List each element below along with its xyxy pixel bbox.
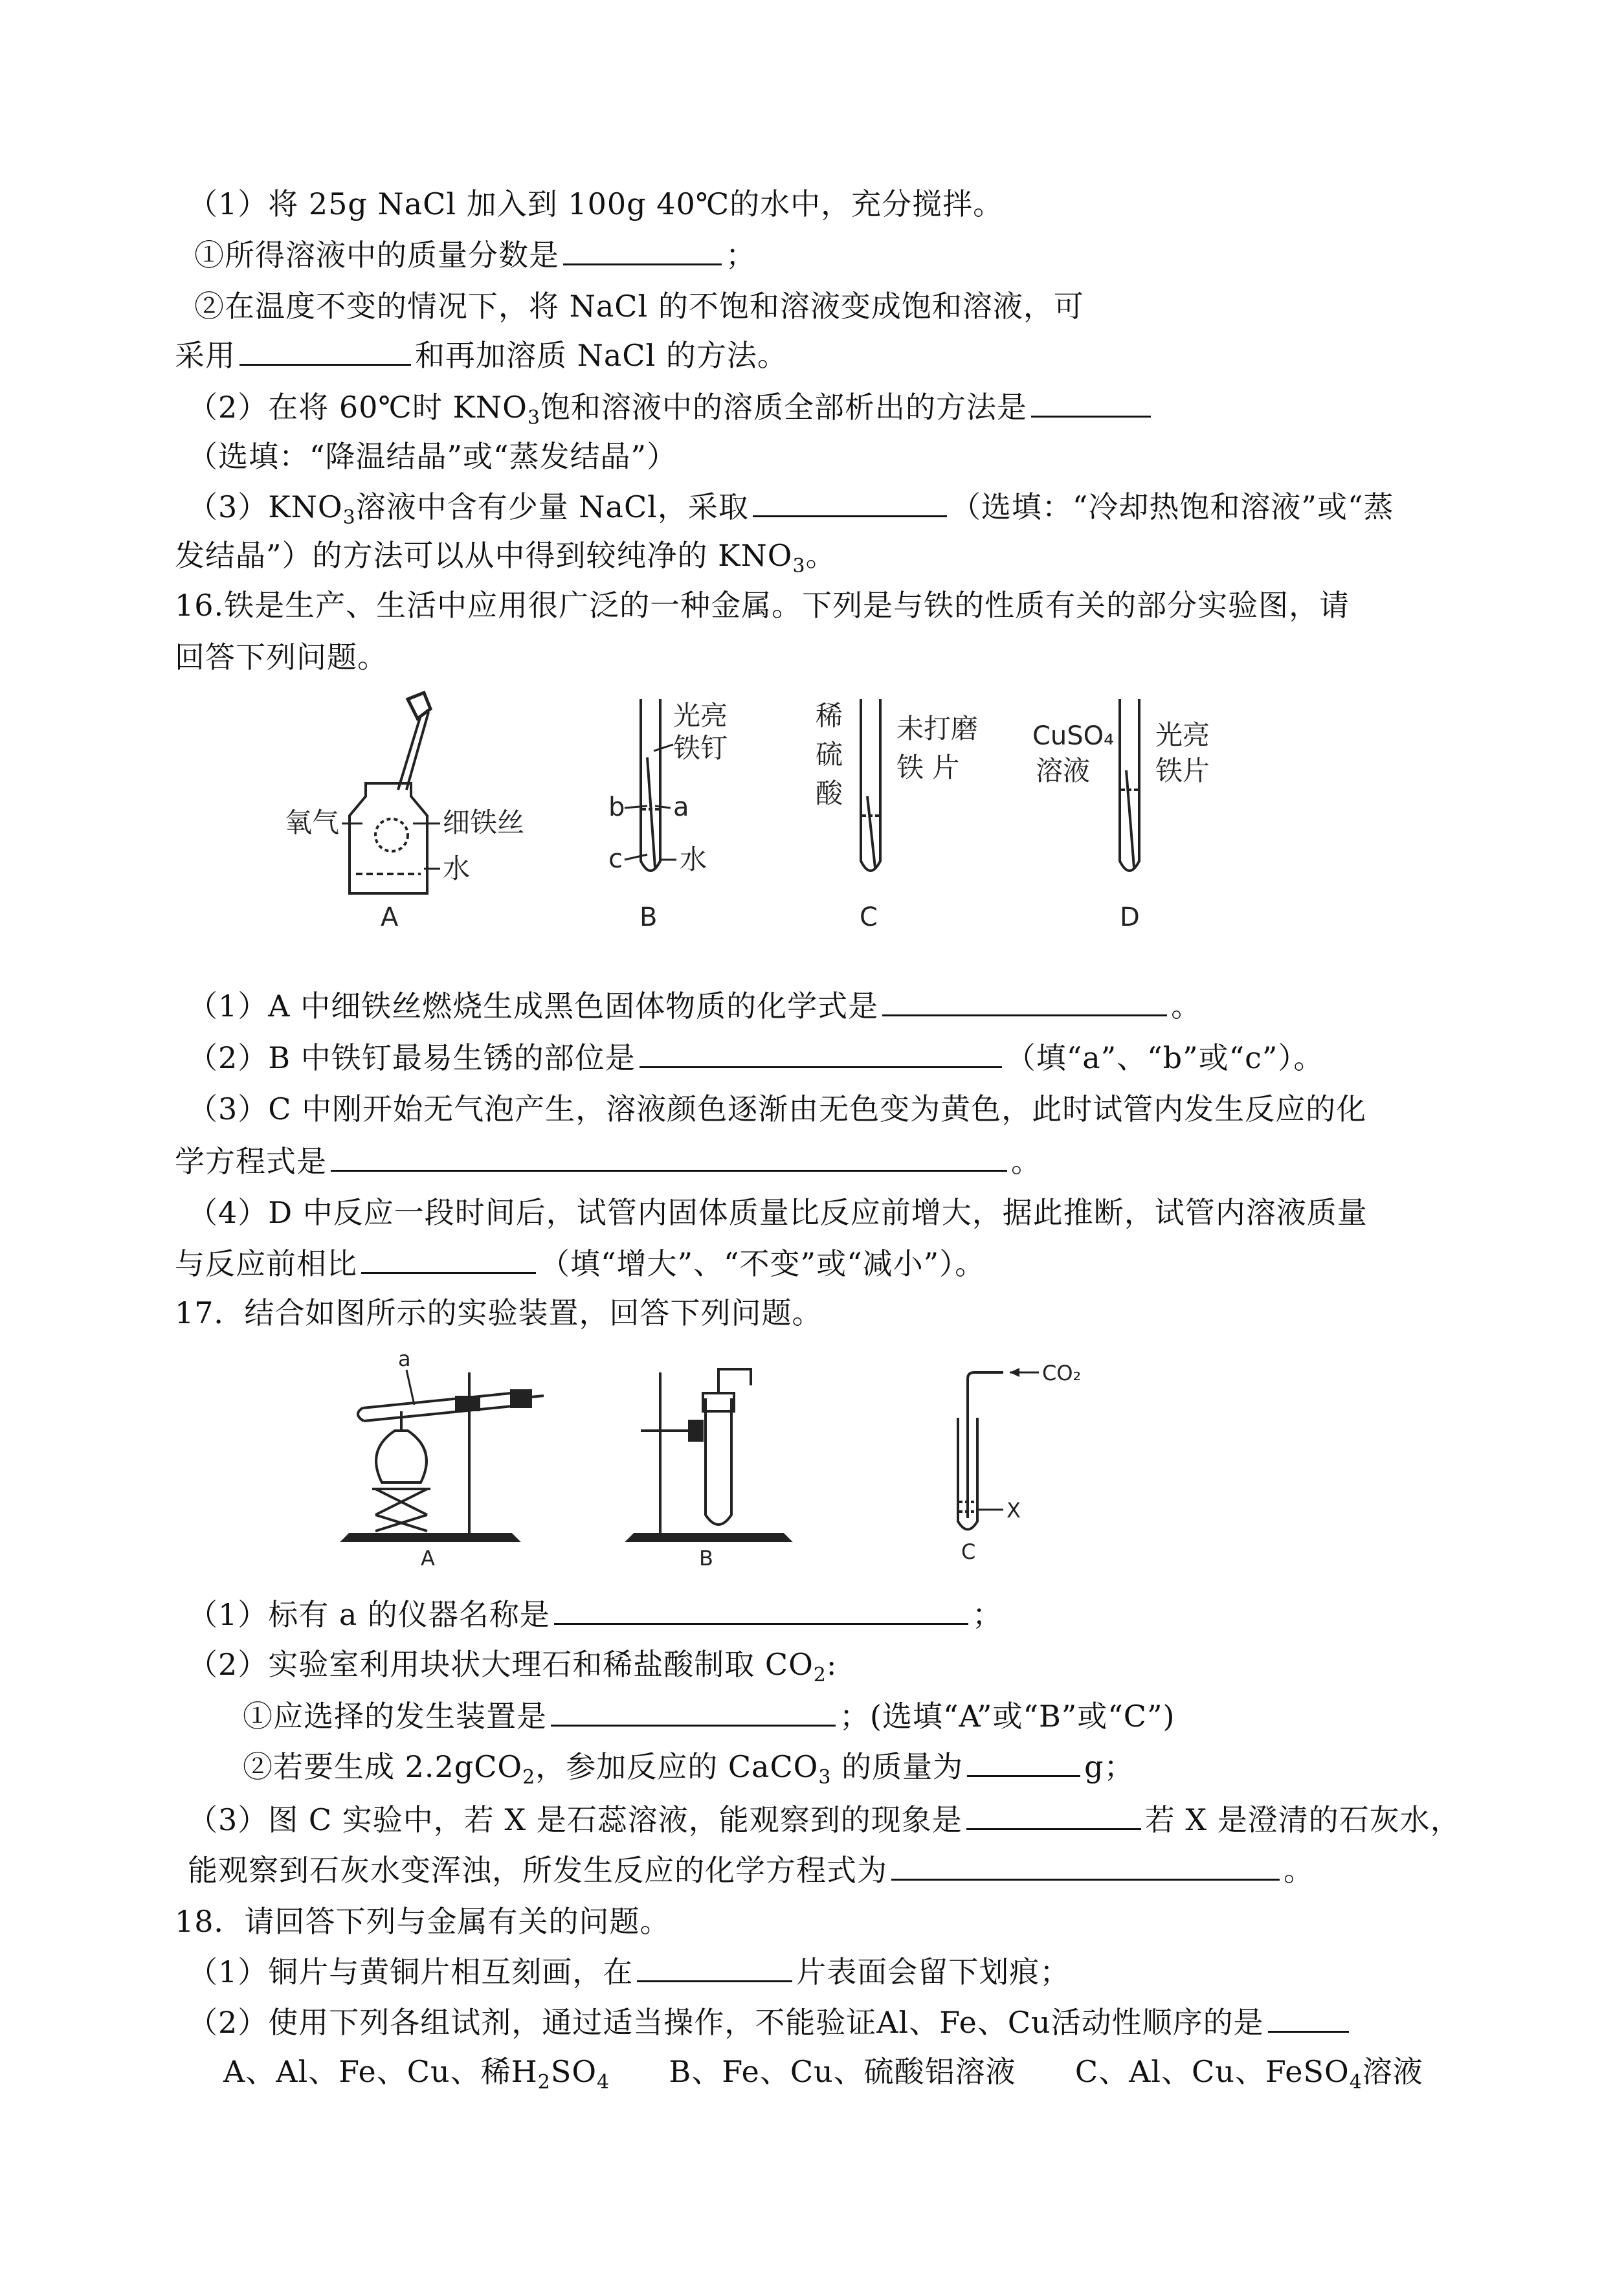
q16-p4a: （4）D 中反应一段时间后，试管内固体质量比反应前增大，据此推断，试管内溶液质量: [188, 1195, 1368, 1230]
q15-part3-line2: [175, 536, 836, 578]
q15-sub1-text: ①所得溶液中的质量分数是: [194, 238, 559, 273]
q16-p1-pre: （1）A 中细铁丝燃烧生成黑色固体物质的化学式是: [188, 989, 879, 1023]
label-acid: 酸: [816, 777, 843, 809]
q16-p3b: [175, 1141, 1041, 1181]
caption-apparatus-a: A: [421, 1546, 435, 1567]
iron-experiments-diagram: [259, 686, 1295, 932]
q15-part2-post: 饱和溶液中的溶质全部析出的方法是: [540, 390, 1027, 425]
q17-p2-2-post: g；: [1084, 1749, 1135, 1784]
answer-blank[interactable]: [637, 1952, 792, 1982]
q15-sub1: [194, 235, 756, 274]
label-solution: 溶液: [1036, 755, 1091, 787]
answer-blank[interactable]: [551, 1696, 836, 1727]
q18-p1-post: 片表面会留下划痕；: [796, 1954, 1071, 1989]
q17-p3b-pre: 能观察到石灰水变浑浊，所发生反应的化学方程式为: [188, 1853, 887, 1888]
q15-part2: [188, 387, 1155, 430]
q17-p2-2-pre: ②若要生成 2.2gCO: [243, 1749, 523, 1784]
q17-stem: 17．结合如图所示的实验装置，回答下列问题。: [175, 1295, 823, 1330]
subscript: 2: [522, 1766, 536, 1789]
q15-part3: [188, 487, 1394, 530]
label-water-a: 水: [443, 853, 471, 884]
q15-part1: （1）将 25g NaCl 加入到 100g 40℃的水中，充分搅拌。: [188, 186, 1004, 221]
experiment-d: [1120, 699, 1139, 871]
experiment-a: [350, 693, 430, 893]
q15-part3-line2-end: 。: [805, 538, 836, 573]
answer-blank[interactable]: [554, 1594, 968, 1625]
q17-p3a: [188, 1800, 1461, 1839]
label-oxygen: 氧气: [285, 807, 340, 838]
q17-p2: [188, 1645, 838, 1687]
q17-p1: [188, 1594, 1003, 1634]
q15-part3-mid: 溶液中含有少量 NaCl，采取: [355, 489, 749, 524]
label-shiny-d: 光亮: [1155, 719, 1210, 751]
subscript: 4: [597, 2071, 610, 2094]
answer-blank[interactable]: [753, 487, 947, 517]
q17-figure: [337, 1347, 1178, 1567]
label-c: c: [608, 844, 623, 874]
q15-sub2b: [175, 335, 788, 375]
q16-p3b-post: 。: [1011, 1144, 1041, 1179]
label-a-instrument: a: [398, 1347, 411, 1371]
experiment-b: [641, 699, 660, 871]
answer-blank[interactable]: [967, 1747, 1080, 1777]
label-b: b: [608, 792, 625, 822]
q15-part2-options: （选填：“降温结晶”或“蒸发结晶”）: [188, 439, 678, 474]
apparatus-a: [343, 1372, 544, 1541]
subscript: 4: [1349, 2071, 1363, 2094]
option-c: [1074, 2054, 1423, 2094]
label-iron-sheet-c: 铁 片: [896, 752, 960, 783]
q16-p4b-post: （填“增大”、“不变”或“减小”）。: [540, 1246, 986, 1281]
q17-p2-2-mid: ，参加反应的 CaCO: [535, 1749, 819, 1784]
apparatus-b: [628, 1369, 790, 1541]
caption-d: D: [1120, 902, 1140, 932]
q16-p1: [188, 986, 1201, 1025]
q18-p2: [188, 2002, 1353, 2042]
q18-options: [223, 2052, 1423, 2094]
option-a-pre: A、Al、Fe、Cu、稀H: [223, 2054, 538, 2089]
q16-p3b-pre: 学方程式是: [175, 1144, 327, 1179]
caption-c: C: [860, 902, 878, 932]
subscript: 3: [342, 506, 356, 530]
q16-figure: [259, 686, 1295, 932]
label-co2: CO₂: [1042, 1361, 1082, 1385]
option-b: B、Fe、Cu、硫酸铝溶液: [669, 2054, 1016, 2089]
q16-p4b: [175, 1244, 985, 1283]
caption-b: B: [640, 902, 658, 932]
option-a: [223, 2054, 610, 2094]
answer-blank[interactable]: [563, 235, 722, 265]
subscript: 3: [527, 407, 540, 430]
q18-p2-text: （2）使用下列各组试剂，通过适当操作，不能验证Al、Fe、Cu活动性顺序的是: [188, 2005, 1264, 2040]
q18-p1-pre: （1）铜片与黄铜片相互刻画，在: [188, 1954, 634, 1989]
q17-p3b-post: 。: [1284, 1853, 1314, 1888]
q16-p2: [188, 1038, 1324, 1077]
q17-p2-2: [243, 1747, 1135, 1789]
apparatus-c: [958, 1372, 1003, 1530]
q17-p2-1-post: ；(选填“A”或“B”或“C”): [840, 1699, 1175, 1734]
answer-blank[interactable]: [882, 986, 1167, 1016]
answer-blank[interactable]: [361, 1244, 536, 1274]
option-c-pre: C、Al、Cu、FeSO: [1074, 2054, 1350, 2089]
q16-stem-line1: 16.铁是生产、生活中应用很广泛的一种金属。下列是与铁的性质有关的部分实验图，请: [175, 588, 1350, 623]
answer-blank[interactable]: [1031, 387, 1151, 418]
q15-part3-post: （选填：“冷却热饱和溶液”或“蒸: [950, 489, 1394, 524]
label-cuso4: CuSO₄: [1032, 721, 1115, 751]
subscript: 3: [792, 555, 806, 578]
q17-p3a-post: 若 X 是澄清的石灰水，: [1144, 1802, 1461, 1837]
q18-stem: 18．请回答下列与金属有关的问题。: [175, 1904, 671, 1939]
subscript: 2: [813, 1664, 827, 1687]
answer-blank[interactable]: [891, 1850, 1280, 1881]
experiment-c: [861, 699, 880, 871]
caption-apparatus-c: C: [961, 1539, 976, 1564]
label-water-b: 水: [680, 844, 707, 875]
q17-p2-1-pre: ①应选择的发生装置是: [243, 1699, 547, 1734]
answer-blank[interactable]: [966, 1800, 1141, 1830]
subscript: 3: [818, 1766, 832, 1789]
q16-p4b-pre: 与反应前相比: [175, 1246, 357, 1281]
q17-p3b: [188, 1850, 1314, 1890]
q17-p2-2-mid2: 的质量为: [831, 1749, 964, 1784]
q17-p2-post: :: [826, 1647, 838, 1682]
q17-p1-pre: （1）标有 a 的仪器名称是: [188, 1597, 550, 1632]
subscript: 2: [537, 2071, 551, 2094]
label-a: a: [673, 792, 689, 822]
q15-sub2b-post: 和再加溶质 NaCl 的方法。: [415, 338, 788, 373]
q15-part2-pre: （2）在将 60℃时 KNO: [188, 390, 528, 425]
label-shiny: 光亮: [673, 700, 728, 732]
option-a-mid: SO: [550, 2054, 597, 2089]
label-x: X: [1007, 1498, 1021, 1523]
answer-blank[interactable]: [331, 1141, 1007, 1172]
q17-p3a-pre: （3）图 C 实验中，若 X 是石蕊溶液，能观察到的现象是: [188, 1802, 962, 1837]
label-nail: 铁钉: [673, 732, 728, 764]
option-c-post: 溶液: [1362, 2054, 1423, 2089]
q16-stem-line2: 回答下列问题。: [175, 640, 388, 675]
q15-part3-line2-pre: 发结晶”）的方法可以从中得到较纯净的 KNO: [175, 538, 793, 573]
caption-apparatus-b: B: [699, 1546, 713, 1567]
label-iron-sheet-d: 铁片: [1155, 755, 1210, 787]
co2-apparatus-diagram: [337, 1347, 1178, 1567]
label-iron-wire: 细铁丝: [443, 807, 525, 838]
q15-sub2a: ②在温度不变的情况下，将 NaCl 的不饱和溶液变成饱和溶液，可: [194, 289, 1084, 324]
q16-p3a: （3）C 中刚开始无气泡产生，溶液颜色逐渐由无色变为黄色，此时试管内发生反应的化: [188, 1091, 1367, 1126]
label-dilute: 稀: [816, 700, 843, 732]
q16-p2-post: （填“a”、“b”或“c”）。: [1005, 1040, 1324, 1075]
caption-a: A: [381, 902, 399, 932]
q15-part3-pre: （3）KNO: [188, 489, 343, 524]
q17-p1-post: ；: [972, 1597, 1003, 1632]
q16-p2-pre: （2）B 中铁钉最易生锈的部位是: [188, 1040, 636, 1075]
answer-blank[interactable]: [1268, 2002, 1349, 2033]
label-unpolished: 未打磨: [896, 713, 979, 744]
answer-blank[interactable]: [640, 1038, 1002, 1068]
q18-p1: [188, 1952, 1070, 1991]
answer-blank[interactable]: [239, 335, 411, 366]
q17-p2-pre: （2）实验室利用块状大理石和稀盐酸制取 CO: [188, 1647, 814, 1682]
label-sulfuric: 硫: [816, 739, 843, 770]
q15-sub1-end: ；: [726, 238, 756, 273]
q16-p1-post: 。: [1171, 989, 1202, 1023]
q15-sub2b-pre: 采用: [175, 338, 236, 373]
q17-p2-1: [243, 1696, 1175, 1736]
